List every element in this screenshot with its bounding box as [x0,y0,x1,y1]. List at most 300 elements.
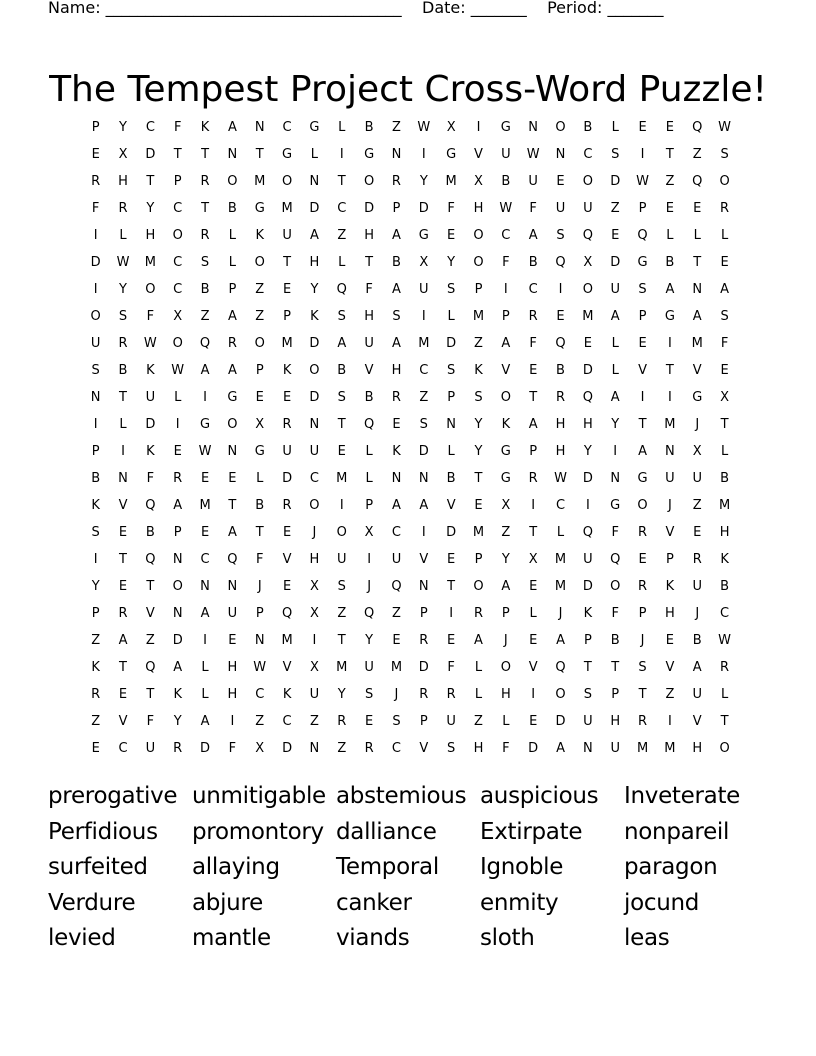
grid-letter: X [446,120,456,135]
grid-letter: Y [173,714,182,729]
grid-letter: H [719,525,730,540]
grid-letter: Q [199,336,211,351]
grid-letter: M [418,336,430,351]
grid-letter: V [419,741,429,756]
grid-letter: N [227,579,238,594]
grid-letter: Q [145,498,156,513]
grid-letter: V [145,606,155,621]
grid-letter: I [476,120,481,135]
grid-letter: X [255,741,265,756]
grid-letter: E [91,147,100,162]
grid-letter: M [336,660,348,675]
grid-letter: Y [91,579,100,594]
grid-letter: E [474,498,483,513]
grid-letter: O [309,363,320,378]
grid-letter: S [638,282,647,297]
grid-letter: S [447,363,456,378]
grid-letter: Q [281,606,293,621]
grid-letter: W [253,660,267,675]
grid-letter: L [447,444,455,459]
grid-letter: B [692,633,702,648]
grid-letter: Q [692,120,703,135]
grid-letter: Q [582,228,593,243]
grid-letter: O [254,336,265,351]
grid-letter: P [611,687,620,702]
grid-row [82,465,742,492]
grid-letter: D [446,525,457,540]
grid-letter: U [692,687,702,702]
grid-letter: I [339,147,344,162]
grid-letter: J [312,525,317,540]
grid-letter: X [474,174,483,189]
grid-letter: L [228,255,237,270]
grid-letter: E [200,471,210,486]
grid-letter: O [555,120,566,135]
grid-letter: A [392,228,401,243]
grid-letter: B [255,498,265,513]
grid-row [82,546,742,573]
grid-letter: D [418,201,429,216]
grid-letter: W [554,471,567,486]
grid-letter: Z [145,633,155,648]
grid-letter: I [421,147,426,162]
grid-letter: M [281,201,293,216]
grid-letter: P [419,606,428,621]
grid-letter: E [392,633,401,648]
grid-letter: D [555,714,566,729]
grid-letter: T [474,471,483,486]
grid-letter: L [201,687,209,702]
grid-letter: V [501,363,511,378]
grid-letter: R [91,687,101,702]
grid-letter: E [282,525,292,540]
grid-letter: O [500,660,511,675]
word-bank-item: viands [336,925,410,952]
grid-letter: R [692,552,702,567]
grid-letter: T [283,255,292,270]
grid-letter: H [227,687,238,702]
grid-letter: Y [474,444,483,459]
grid-letter: E [392,417,401,432]
grid-letter: E [255,390,264,405]
grid-letter: P [501,606,510,621]
grid-letter: H [555,444,566,459]
grid-letter: T [638,417,647,432]
grid-letter: I [613,444,618,459]
grid-letter: A [638,444,647,459]
grid-letter: K [392,444,401,459]
grid-letter: P [447,390,456,405]
grid-letter: Z [91,714,101,729]
word-bank [48,780,768,958]
name-date-period-line: Name: _____________________________________ Date: _______ Period: _______ [48,0,664,17]
grid-letter: S [556,228,565,243]
grid-letter: V [528,660,538,675]
grid-letter: Z [610,201,620,216]
grid-letter: M [664,741,676,756]
grid-letter: L [228,228,237,243]
grid-letter: T [583,660,592,675]
grid-letter: B [200,282,210,297]
grid-letter: U [610,741,620,756]
grid-letter: I [640,390,645,405]
grid-letter: N [118,471,128,486]
grid-letter: U [665,471,675,486]
grid-letter: H [309,552,320,567]
grid-letter: K [474,363,483,378]
grid-letter: R [118,336,128,351]
grid-letter: F [173,120,182,135]
grid-letter: U [309,687,320,702]
grid-letter: A [665,282,675,297]
grid-letter: U [364,660,374,675]
grid-letter: L [611,363,619,378]
grid-letter: E [118,687,128,702]
grid-letter: Q [227,552,238,567]
grid-letter: H [555,417,566,432]
grid-letter: T [529,390,538,405]
grid-letter: C [173,282,183,297]
grid-letter: B [556,363,565,378]
grid-letter: A [118,633,128,648]
grid-letter: Y [146,201,155,216]
grid-letter: X [309,579,319,594]
grid-letter: X [692,444,702,459]
grid-letter: D [309,336,320,351]
grid-letter: E [91,741,100,756]
grid-letter: Z [692,147,702,162]
grid-letter: L [529,606,537,621]
grid-letter: Y [119,282,127,297]
grid-letter: Z [337,741,347,756]
grid-row [82,573,742,600]
grid-letter: A [200,606,210,621]
grid-letter: T [255,525,264,540]
grid-letter: V [692,363,702,378]
grid-letter: H [582,417,593,432]
grid-letter: P [365,498,374,513]
grid-letter: U [610,282,620,297]
grid-letter: C [173,201,183,216]
grid-letter: I [121,444,125,459]
grid-letter: T [720,714,729,729]
grid-letter: T [638,687,647,702]
word-bank-item: nonpareil [624,818,730,845]
grid-letter: U [282,444,292,459]
grid-letter: L [474,660,483,675]
grid-letter: M [281,633,293,648]
grid-letter: E [556,174,565,189]
grid-letter: G [254,444,265,459]
grid-letter: F [529,201,537,216]
grid-letter: B [583,120,593,135]
grid-letter: A [692,309,702,324]
grid-letter: B [528,255,538,270]
grid-letter: S [337,579,346,594]
grid-letter: T [693,255,702,270]
grid-letter: L [693,228,701,243]
grid-letter: C [173,255,183,270]
grid-letter: L [201,660,209,675]
grid-letter: A [474,633,483,648]
grid-letter: W [171,363,185,378]
grid-letter: U [583,714,593,729]
grid-letter: F [611,606,619,621]
grid-letter: E [611,228,620,243]
grid-letter: F [146,714,155,729]
grid-letter: M [554,579,567,594]
grid-letter: Z [665,687,675,702]
grid-letter: H [500,687,511,702]
grid-letter: O [719,741,730,756]
grid-letter: T [173,147,182,162]
grid-letter: U [583,552,593,567]
grid-letter: R [720,660,730,675]
grid-letter: M [664,417,676,432]
grid-letter: R [173,741,183,756]
grid-letter: G [200,417,211,432]
grid-letter: C [419,363,429,378]
grid-letter: U [227,606,238,621]
grid-letter: K [282,687,292,702]
grid-letter: Z [474,336,483,351]
grid-letter: V [665,660,675,675]
grid-letter: R [528,309,538,324]
grid-letter: N [227,444,238,459]
grid-letter: G [282,147,293,162]
grid-letter: M [199,498,211,513]
grid-letter: X [501,498,511,513]
word-bank-item: Inveterate [624,783,741,809]
grid-letter: O [172,336,183,351]
grid-letter: B [118,363,128,378]
grid-letter: E [583,336,592,351]
grid-letter: S [91,363,100,378]
grid-letter: X [583,255,593,270]
grid-letter: P [228,282,237,297]
grid-letter: H [145,228,156,243]
grid-letter: G [610,498,621,513]
grid-letter: S [91,525,100,540]
grid-letter: A [419,498,429,513]
grid-letter: I [667,714,672,729]
grid-row [82,681,742,708]
grid-letter: K [310,309,319,324]
word-bank-item: paragon [624,854,718,881]
grid-letter: D [282,741,293,756]
grid-letter: S [392,309,401,324]
grid-letter: M [472,309,485,324]
grid-letter: C [282,714,292,729]
grid-letter: I [667,390,672,405]
grid-letter: I [93,282,98,297]
grid-letter: O [254,255,265,270]
grid-letter: P [583,633,592,648]
grid-letter: C [555,498,566,513]
grid-letter: F [91,201,100,216]
grid-letter: E [173,444,182,459]
grid-letter: U [692,471,702,486]
grid-letter: O [281,174,293,189]
grid-letter: E [228,633,237,648]
grid-letter: P [91,606,100,621]
grid-letter: Y [611,417,620,432]
grid-letter: I [367,552,372,567]
grid-row [82,114,742,141]
grid-letter: Z [309,714,319,729]
grid-letter: L [720,228,729,243]
grid-letter: O [473,255,484,270]
grid-letter: P [173,174,182,189]
grid-letter: N [254,633,265,648]
grid-letter: O [473,228,484,243]
grid-row [82,735,742,762]
grid-letter: A [227,309,237,324]
grid-row [82,438,742,465]
grid-letter: A [392,282,401,297]
grid-letter: R [638,525,648,540]
grid-letter: W [116,255,130,270]
grid-letter: W [636,174,649,189]
grid-letter: V [118,498,128,513]
grid-letter: Y [119,120,127,135]
grid-letter: L [720,687,729,702]
grid-letter: S [447,282,456,297]
grid-letter: U [501,147,511,162]
grid-letter: I [93,228,98,243]
grid-letter: S [337,309,346,324]
grid-letter: Q [363,606,375,621]
grid-letter: S [720,309,729,324]
grid-letter: O [172,228,183,243]
grid-letter: E [282,282,292,297]
grid-letter: D [145,417,156,432]
grid-letter: N [555,147,566,162]
grid-letter: X [309,606,319,621]
grid-letter: W [143,336,157,351]
grid-letter: A [392,336,401,351]
grid-letter: Z [692,498,702,513]
grid-letter: N [692,282,703,297]
grid-letter: D [172,633,183,648]
grid-letter: M [472,525,485,540]
grid-letter: Z [200,309,210,324]
grid-letter: J [640,633,645,648]
grid-letter: O [582,174,593,189]
word-bank-item: allaying [192,854,280,881]
grid-letter: U [446,714,456,729]
grid-letter: C [309,471,319,486]
grid-letter: R [227,336,237,351]
grid-letter: E [638,120,647,135]
grid-row [82,249,742,276]
word-bank-item: levied [48,925,116,952]
grid-letter: E [282,390,292,405]
grid-letter: P [91,120,100,135]
grid-letter: T [119,552,127,567]
grid-letter: C [501,228,511,243]
grid-letter: P [638,201,647,216]
grid-row [82,519,742,546]
grid-letter: N [391,471,402,486]
grid-letter: A [392,498,401,513]
grid-letter: O [555,687,566,702]
grid-letter: Z [337,228,347,243]
grid-letter: E [638,552,647,567]
grid-letter: G [500,444,511,459]
grid-letter: L [256,471,264,486]
grid-letter: V [282,552,292,567]
grid-letter: M [254,174,266,189]
grid-letter: D [90,255,101,270]
grid-letter: F [146,471,155,486]
grid-letter: K [255,228,264,243]
grid-letter: K [583,606,593,621]
grid-letter: W [526,147,540,162]
grid-letter: R [91,174,101,189]
grid-letter: U [337,552,347,567]
grid-letter: L [338,120,346,135]
grid-letter: L [556,525,565,540]
grid-letter: E [365,714,374,729]
grid-letter: A [309,228,319,243]
grid-letter: G [664,309,675,324]
grid-row [82,492,742,519]
grid-letter: E [665,120,674,135]
grid-letter: S [118,309,128,324]
grid-letter: R [200,228,210,243]
grid-letter: O [336,525,347,540]
grid-letter: C [583,147,593,162]
grid-letter: O [227,174,238,189]
grid-letter: T [337,417,346,432]
grid-letter: N [446,417,456,432]
grid-letter: R [118,201,128,216]
grid-letter: O [363,174,375,189]
grid-letter: T [365,255,374,270]
grid-row [82,141,742,168]
grid-letter: N [200,579,210,594]
grid-letter: I [339,498,344,513]
grid-letter: S [611,147,620,162]
grid-letter: T [119,390,127,405]
grid-letter: E [529,633,538,648]
grid-letter: J [695,417,700,432]
grid-letter: R [446,687,456,702]
grid-letter: U [692,579,702,594]
grid-letter: J [558,606,563,621]
grid-letter: Q [610,552,621,567]
grid-letter: S [200,255,210,270]
grid-letter: A [610,309,620,324]
grid-letter: H [391,363,402,378]
grid-letter: M [144,255,156,270]
grid-letter: O [473,579,484,594]
grid-letter: N [172,606,183,621]
grid-letter: X [118,147,128,162]
grid-letter: Y [474,417,483,432]
grid-letter: I [531,687,536,702]
grid-row [82,168,742,195]
grid-letter: U [528,174,538,189]
grid-row [82,222,742,249]
grid-letter: F [502,741,510,756]
grid-letter: T [146,687,155,702]
grid-letter: E [228,471,237,486]
grid-letter: T [447,579,456,594]
grid-letter: B [446,471,456,486]
grid-letter: T [665,363,674,378]
